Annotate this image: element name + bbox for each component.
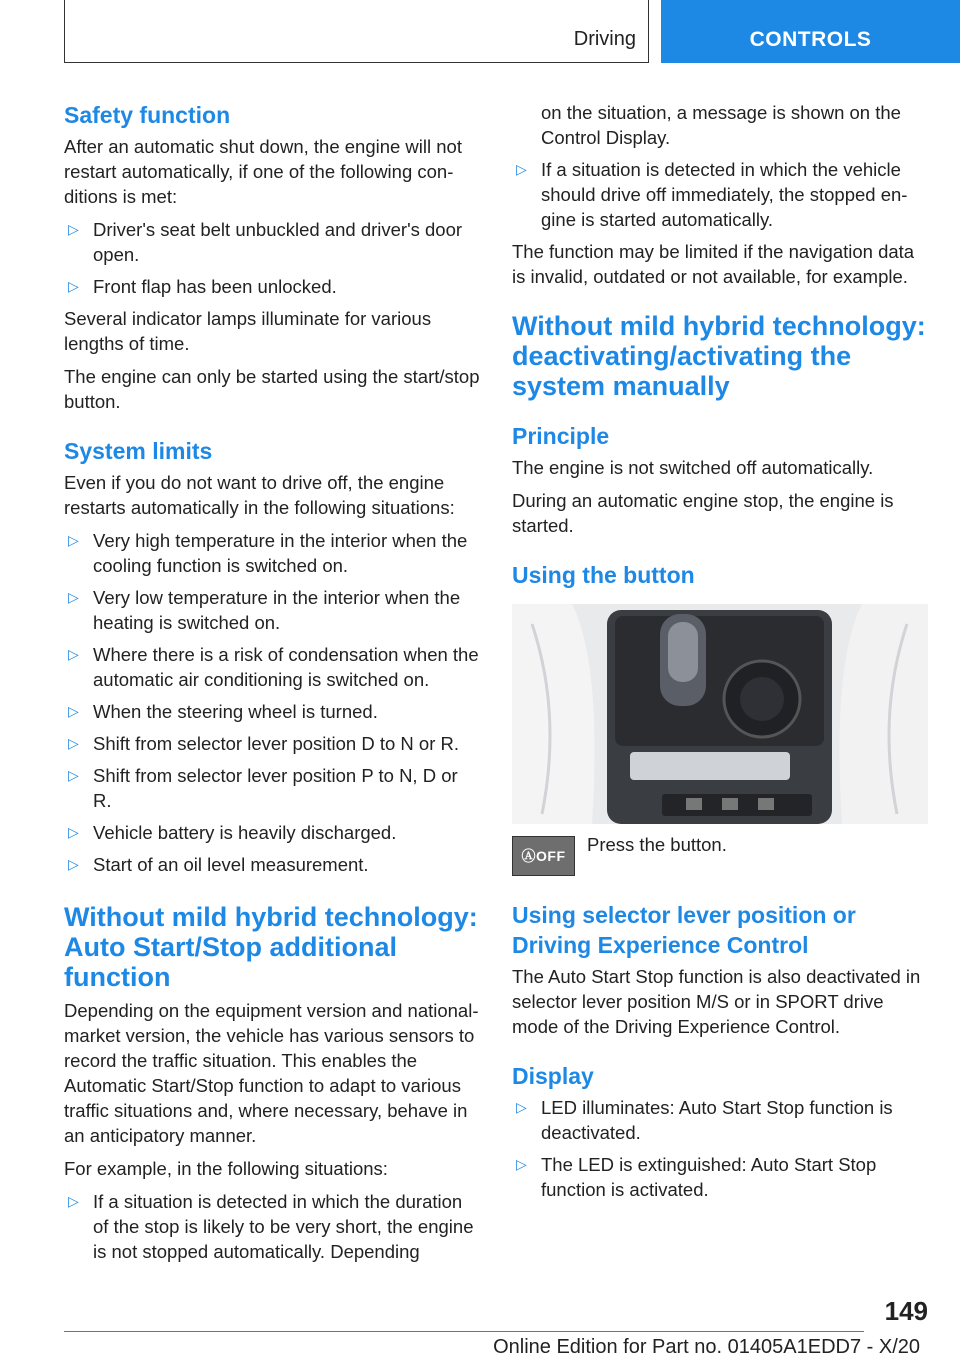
display-heading: Display — [512, 1063, 594, 1089]
triangle-bullet-icon: ▷ — [68, 589, 79, 605]
triangle-bullet-icon: ▷ — [516, 161, 527, 177]
page-number: 149 — [884, 1296, 928, 1326]
header-chapter-tab: CONTROLS — [661, 0, 960, 63]
list-item: ▷ Very high temperature in the interior when the cooling function is switched on. — [68, 530, 468, 576]
triangle-bullet-icon: ▷ — [68, 824, 79, 840]
additional-function-heading: Without mild hybrid technology: Auto Start/Stop additional function — [64, 902, 478, 992]
triangle-bullet-icon: ▷ — [516, 1156, 527, 1172]
triangle-bullet-icon: ▷ — [68, 646, 79, 662]
left-column — [64, 100, 480, 1271]
paragraph: The function may be limited if the navigation data is invalid, outdated or not available, for example. — [512, 241, 915, 287]
list-item: ▷ When the steering wheel is turned. — [68, 701, 378, 722]
footer-divider — [64, 1331, 864, 1332]
list-item: ▷ Vehicle battery is heavily discharged. — [68, 822, 397, 843]
triangle-bullet-icon: ▷ — [68, 856, 79, 872]
using-button-heading: Using the button — [512, 562, 695, 588]
situations-list — [64, 1189, 480, 1264]
press-button-text: Press the button. — [587, 834, 727, 855]
limits-intro: Even if you do not want to drive off, the engine restarts automatically in the following situations: — [64, 472, 455, 518]
list-item: ▷ Where there is a risk of condensation when the automatic air conditioning is switched on. — [68, 644, 479, 690]
principle-heading: Principle — [512, 423, 610, 449]
limits-list — [64, 528, 480, 877]
triangle-bullet-icon: ▷ — [68, 532, 79, 548]
situations-list-continued — [512, 100, 932, 232]
paragraph: Depending on the equipment version and national-market version, the vehicle has various sensors to record the traffic situation. This enables the Automatic Start/Stop function to adapt to various traffic situations and, where necessary, behave in an anticipatory manner. — [64, 1000, 479, 1146]
list-item: ▷ Shift from selector lever position D to N or R. — [68, 733, 460, 754]
right-column — [512, 100, 932, 1209]
list-item: ▷ The LED is extinguished: Auto Start Stop function is activated. — [516, 1154, 877, 1200]
header-section-box — [64, 0, 649, 63]
selector-lever-heading: Using selector lever position or Driving Experience Control — [512, 902, 856, 958]
auto-start-stop-off-icon: ⒶOFF — [512, 836, 575, 876]
paragraph: The engine can only be started using the start/stop button. — [64, 366, 480, 412]
list-item: ▷ Start of an oil level measurement. — [68, 854, 369, 875]
paragraph: The engine is not switched off automatically. — [512, 457, 874, 478]
safety-intro: After an automatic shut down, the engine will not restart automatically, if one of the following conditions is met: — [64, 136, 462, 207]
manual-activation-heading: Without mild hybrid technology: deactivating/activating the system manually — [512, 311, 926, 401]
triangle-bullet-icon: ▷ — [68, 767, 79, 783]
safety-function-heading: Safety function — [64, 102, 231, 128]
press-button-row — [512, 836, 932, 876]
triangle-bullet-icon: ▷ — [68, 221, 79, 237]
triangle-bullet-icon: ▷ — [516, 1099, 527, 1115]
paragraph: During an automatic engine stop, the engine is started. — [512, 490, 894, 536]
safety-list — [64, 217, 480, 299]
paragraph: The Auto Start Stop function is also deactivated in selector lever position M/S or in SPORT drive mode of the Driving Experience Control. — [512, 966, 921, 1037]
center-console-photo — [512, 604, 928, 824]
triangle-bullet-icon: ▷ — [68, 1193, 79, 1209]
list-item-continued: on the situation, a message is shown on the Control Display. — [541, 102, 901, 148]
display-list — [512, 1095, 932, 1202]
triangle-bullet-icon: ▷ — [68, 703, 79, 719]
list-item: ▷ If a situation is detected in which the vehicle should drive off immediately, the stopped engine is started automatically. — [516, 159, 908, 230]
list-item: ▷ Driver's seat belt unbuckled and driver's door open. — [68, 219, 463, 265]
triangle-bullet-icon: ▷ — [68, 735, 79, 751]
paragraph: For example, in the following situations: — [64, 1158, 388, 1179]
footer-edition: Online Edition for Part no. 01405A1EDD7 - X/20 — [493, 1336, 920, 1358]
paragraph: Several indicator lamps illuminate for various lengths of time. — [64, 308, 432, 354]
system-limits-heading: System limits — [64, 438, 213, 464]
list-item: ▷ If a situation is detected in which the duration of the stop is likely to be very short, the engine is not stopped automatically. Depending — [68, 1191, 474, 1262]
page-header — [0, 0, 960, 66]
list-item: ▷ LED illuminates: Auto Start Stop function is deactivated. — [516, 1097, 893, 1143]
list-item: ▷ Shift from selector lever position P to N, D or R. — [68, 765, 458, 811]
list-item: ▷ Very low temperature in the interior when the heating is switched on. — [68, 587, 461, 633]
list-item: ▷ Front flap has been unlocked. — [68, 276, 337, 297]
header-section-label: Driving — [573, 28, 636, 50]
triangle-bullet-icon: ▷ — [68, 278, 79, 294]
